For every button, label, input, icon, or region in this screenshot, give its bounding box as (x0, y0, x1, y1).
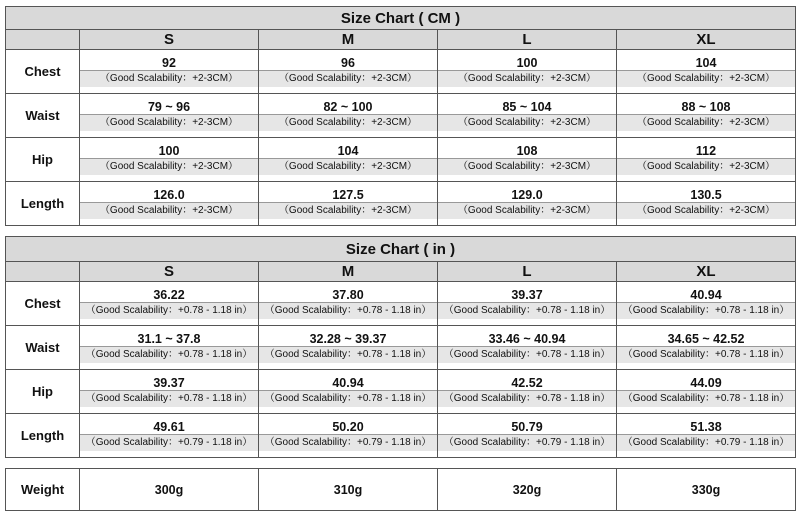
size-value: 100 (438, 56, 616, 70)
scalability-note: （Good Scalability：+0.78 - 1.18 in） (80, 346, 258, 363)
scalability-note: （Good Scalability：+0.78 - 1.18 in） (259, 390, 437, 407)
scalability-note: （Good Scalability：+2-3CM） (438, 70, 616, 87)
scalability-note: （Good Scalability：+0.78 - 1.18 in） (438, 390, 616, 407)
size-value: 31.1 ~ 37.8 (80, 332, 258, 346)
weight-table (5, 468, 796, 511)
scalability-note: （Good Scalability：+0.78 - 1.18 in） (617, 346, 795, 363)
in-size-header: L (438, 262, 617, 282)
scalability-note: （Good Scalability：+2-3CM） (259, 158, 437, 175)
in-row-waist (6, 326, 796, 370)
cm-size-header: M (259, 30, 438, 50)
cm-table-title: Size Chart ( CM ) (6, 7, 796, 30)
size-value: 36.22 (80, 288, 258, 302)
scalability-note: （Good Scalability：+2-3CM） (80, 158, 258, 175)
scalability-note: （Good Scalability：+0.78 - 1.18 in） (80, 390, 258, 407)
size-value: 50.20 (259, 420, 437, 434)
scalability-note: （Good Scalability：+0.78 - 1.18 in） (438, 302, 616, 319)
size-chart-in-table (5, 236, 796, 458)
in-table-title: Size Chart ( in ) (6, 237, 796, 262)
scalability-note: （Good Scalability：+2-3CM） (617, 202, 795, 219)
cm-row-chest (6, 50, 796, 94)
size-value: 104 (259, 144, 437, 158)
scalability-note: （Good Scalability：+0.79 - 1.18 in） (80, 434, 258, 451)
scalability-note: （Good Scalability：+0.78 - 1.18 in） (259, 302, 437, 319)
in-row-length (6, 414, 796, 458)
size-value: 39.37 (80, 376, 258, 390)
size-value: 82 ~ 100 (259, 100, 437, 114)
scalability-note: （Good Scalability：+0.78 - 1.18 in） (617, 302, 795, 319)
size-value: 108 (438, 144, 616, 158)
cm-corner-cell (6, 30, 80, 50)
row-label: Hip (6, 370, 80, 414)
in-row-chest (6, 282, 796, 326)
scalability-note: （Good Scalability：+2-3CM） (259, 70, 437, 87)
scalability-note: （Good Scalability：+2-3CM） (617, 114, 795, 131)
cm-size-header: XL (617, 30, 796, 50)
size-value: 92 (80, 56, 258, 70)
cm-row-hip (6, 138, 796, 182)
size-value: 126.0 (80, 188, 258, 202)
scalability-note: （Good Scalability：+2-3CM） (80, 70, 258, 87)
size-value: 129.0 (438, 188, 616, 202)
size-value: 40.94 (617, 288, 795, 302)
scalability-note: （Good Scalability：+2-3CM） (80, 202, 258, 219)
in-size-header: M (259, 262, 438, 282)
scalability-note: （Good Scalability：+2-3CM） (617, 158, 795, 175)
size-value: 37.80 (259, 288, 437, 302)
scalability-note: （Good Scalability：+0.78 - 1.18 in） (438, 346, 616, 363)
size-value: 104 (617, 56, 795, 70)
scalability-note: （Good Scalability：+2-3CM） (259, 114, 437, 131)
size-value: 42.52 (438, 376, 616, 390)
scalability-note: （Good Scalability：+0.78 - 1.18 in） (617, 390, 795, 407)
row-label: Waist (6, 94, 80, 138)
scalability-note: （Good Scalability：+2-3CM） (438, 114, 616, 131)
weight-value: 310g (259, 469, 438, 511)
row-label: Waist (6, 326, 80, 370)
size-value: 50.79 (438, 420, 616, 434)
weight-label: Weight (6, 469, 80, 511)
scalability-note: （Good Scalability：+2-3CM） (438, 202, 616, 219)
scalability-note: （Good Scalability：+2-3CM） (438, 158, 616, 175)
size-value: 112 (617, 144, 795, 158)
in-size-header: XL (617, 262, 796, 282)
row-label: Length (6, 182, 80, 226)
weight-value: 320g (438, 469, 617, 511)
row-label: Hip (6, 138, 80, 182)
size-value: 33.46 ~ 40.94 (438, 332, 616, 346)
size-value: 88 ~ 108 (617, 100, 795, 114)
scalability-note: （Good Scalability：+2-3CM） (80, 114, 258, 131)
scalability-note: （Good Scalability：+2-3CM） (259, 202, 437, 219)
scalability-note: （Good Scalability：+0.79 - 1.18 in） (259, 434, 437, 451)
weight-value: 300g (80, 469, 259, 511)
cm-size-header: L (438, 30, 617, 50)
size-value: 49.61 (80, 420, 258, 434)
weight-row (6, 469, 796, 511)
size-chart-cm-table (5, 6, 796, 226)
row-label: Length (6, 414, 80, 458)
size-value: 100 (80, 144, 258, 158)
weight-value: 330g (617, 469, 796, 511)
size-value: 51.38 (617, 420, 795, 434)
row-label: Chest (6, 282, 80, 326)
in-size-header: S (80, 262, 259, 282)
scalability-note: （Good Scalability：+0.78 - 1.18 in） (80, 302, 258, 319)
size-value: 40.94 (259, 376, 437, 390)
scalability-note: （Good Scalability：+0.79 - 1.18 in） (617, 434, 795, 451)
size-value: 85 ~ 104 (438, 100, 616, 114)
scalability-note: （Good Scalability：+2-3CM） (617, 70, 795, 87)
size-value: 32.28 ~ 39.37 (259, 332, 437, 346)
scalability-note: （Good Scalability：+0.79 - 1.18 in） (438, 434, 616, 451)
size-value: 44.09 (617, 376, 795, 390)
cm-size-header: S (80, 30, 259, 50)
scalability-note: （Good Scalability：+0.78 - 1.18 in） (259, 346, 437, 363)
row-label: Chest (6, 50, 80, 94)
size-value: 34.65 ~ 42.52 (617, 332, 795, 346)
size-value: 96 (259, 56, 437, 70)
size-value: 39.37 (438, 288, 616, 302)
size-value: 127.5 (259, 188, 437, 202)
in-row-hip (6, 370, 796, 414)
cm-row-length (6, 182, 796, 226)
in-corner-cell (6, 262, 80, 282)
size-value: 79 ~ 96 (80, 100, 258, 114)
size-value: 130.5 (617, 188, 795, 202)
cm-row-waist (6, 94, 796, 138)
